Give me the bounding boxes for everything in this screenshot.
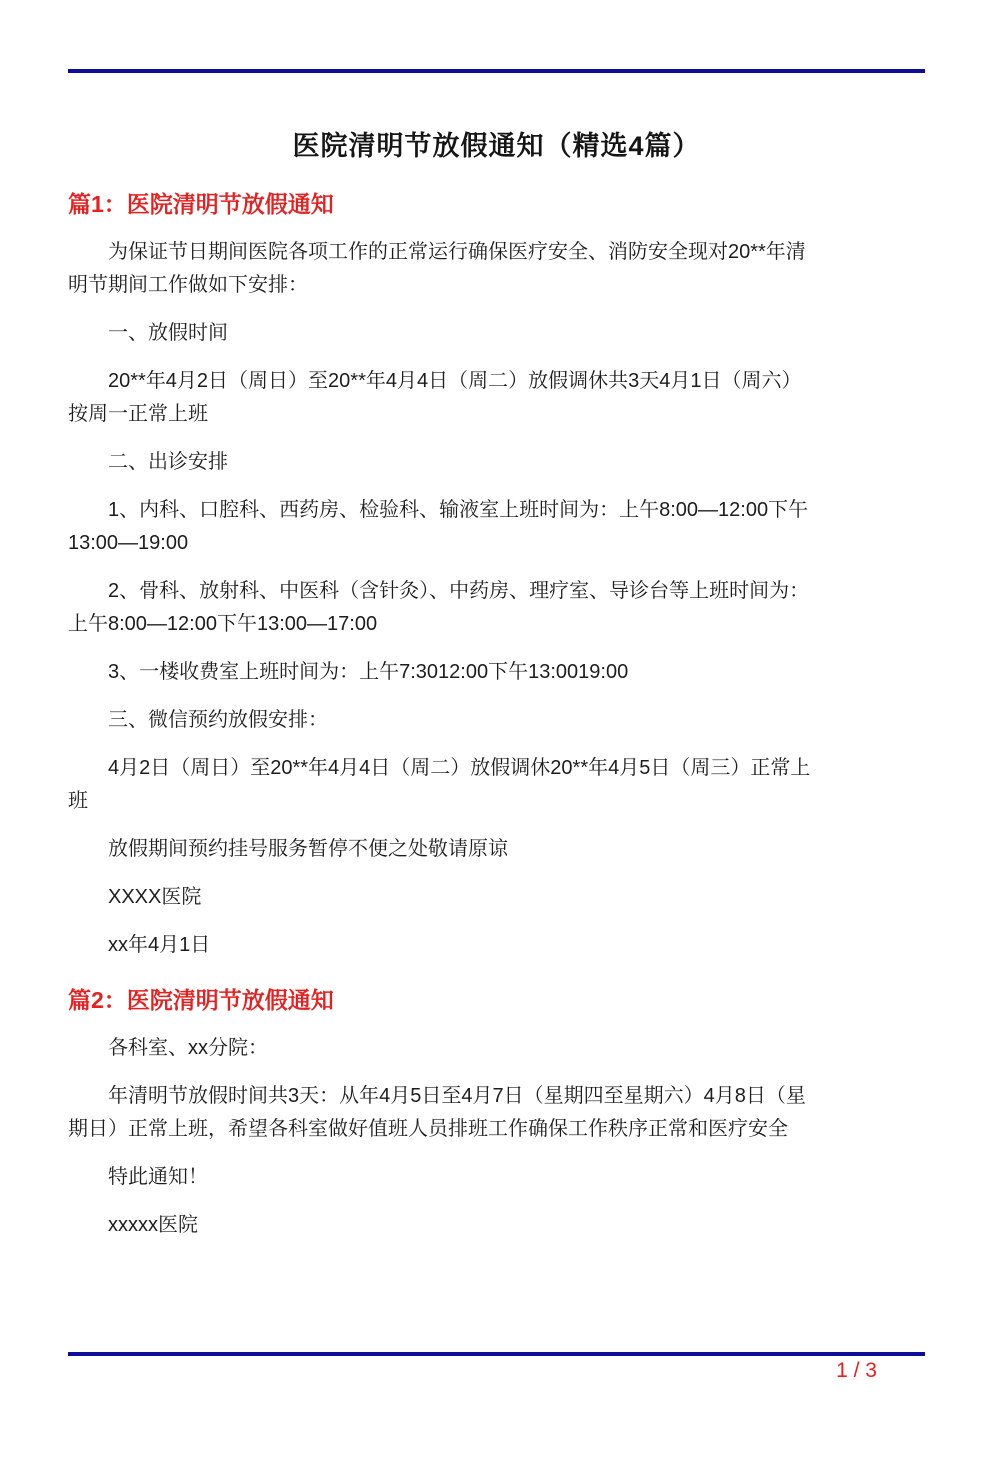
paragraph: 一、放假时间 xyxy=(108,322,228,344)
paragraph: 3、一楼收费室上班时间为：上午7:3012:00下午13:0019:00 xyxy=(108,661,629,683)
section-heading: 篇1：医院清明节放假通知 xyxy=(68,191,334,217)
paragraph: 三、微信预约放假安排： xyxy=(108,709,328,731)
paragraph: 放假期间预约挂号服务暂停不便之处敬请原谅 xyxy=(108,838,508,860)
paragraph: 1、内科、口腔科、西药房、检验科、输液室上班时间为：上午8:00—12:00下午13:00—19:00 xyxy=(68,499,809,554)
document-title: 医院清明节放假通知（精选4篇） xyxy=(292,131,701,161)
paragraph: 20**年4月2日（周日）至20**年4月4日（周二）放假调休共3天4月1日（周六）按周一正常上班 xyxy=(68,370,802,425)
page-indicator: 1 / 3 xyxy=(836,1359,877,1382)
paragraph: 各科室、xx分院： xyxy=(108,1037,268,1059)
paragraph: xxxxx医院 xyxy=(108,1214,198,1236)
section-heading: 篇2：医院清明节放假通知 xyxy=(68,987,334,1013)
paragraph: 年清明节放假时间共3天：从年4月5日至4月7日（星期四至星期六）4月8日（星期日）正常上班，希望各科室做好值班人员排班工作确保工作秩序正常和医疗安全 xyxy=(68,1085,806,1140)
paragraph: 特此通知！ xyxy=(108,1166,208,1188)
paragraph: xx年4月1日 xyxy=(108,934,211,956)
paragraph: 二、出诊安排 xyxy=(108,451,228,473)
document-body xyxy=(68,188,925,1242)
paragraph: 4月2日（周日）至20**年4月4日（周二）放假调休20**年4月5日（周三）正常上班 xyxy=(68,757,811,812)
paragraph: 2、骨科、放射科、中医科（含针灸）、中药房、理疗室、导诊台等上班时间为：上午8:00—12:00下午13:00—17:00 xyxy=(68,580,810,635)
paragraph: XXXX医院 xyxy=(108,886,202,908)
page-footer xyxy=(68,1358,925,1384)
paragraph: 为保证节日期间医院各项工作的正常运行确保医疗安全、消防安全现对20**年清明节期间工作做如下安排： xyxy=(68,241,806,296)
document-page xyxy=(0,69,992,1472)
top-rule xyxy=(68,69,925,73)
bottom-rule xyxy=(68,1352,925,1356)
